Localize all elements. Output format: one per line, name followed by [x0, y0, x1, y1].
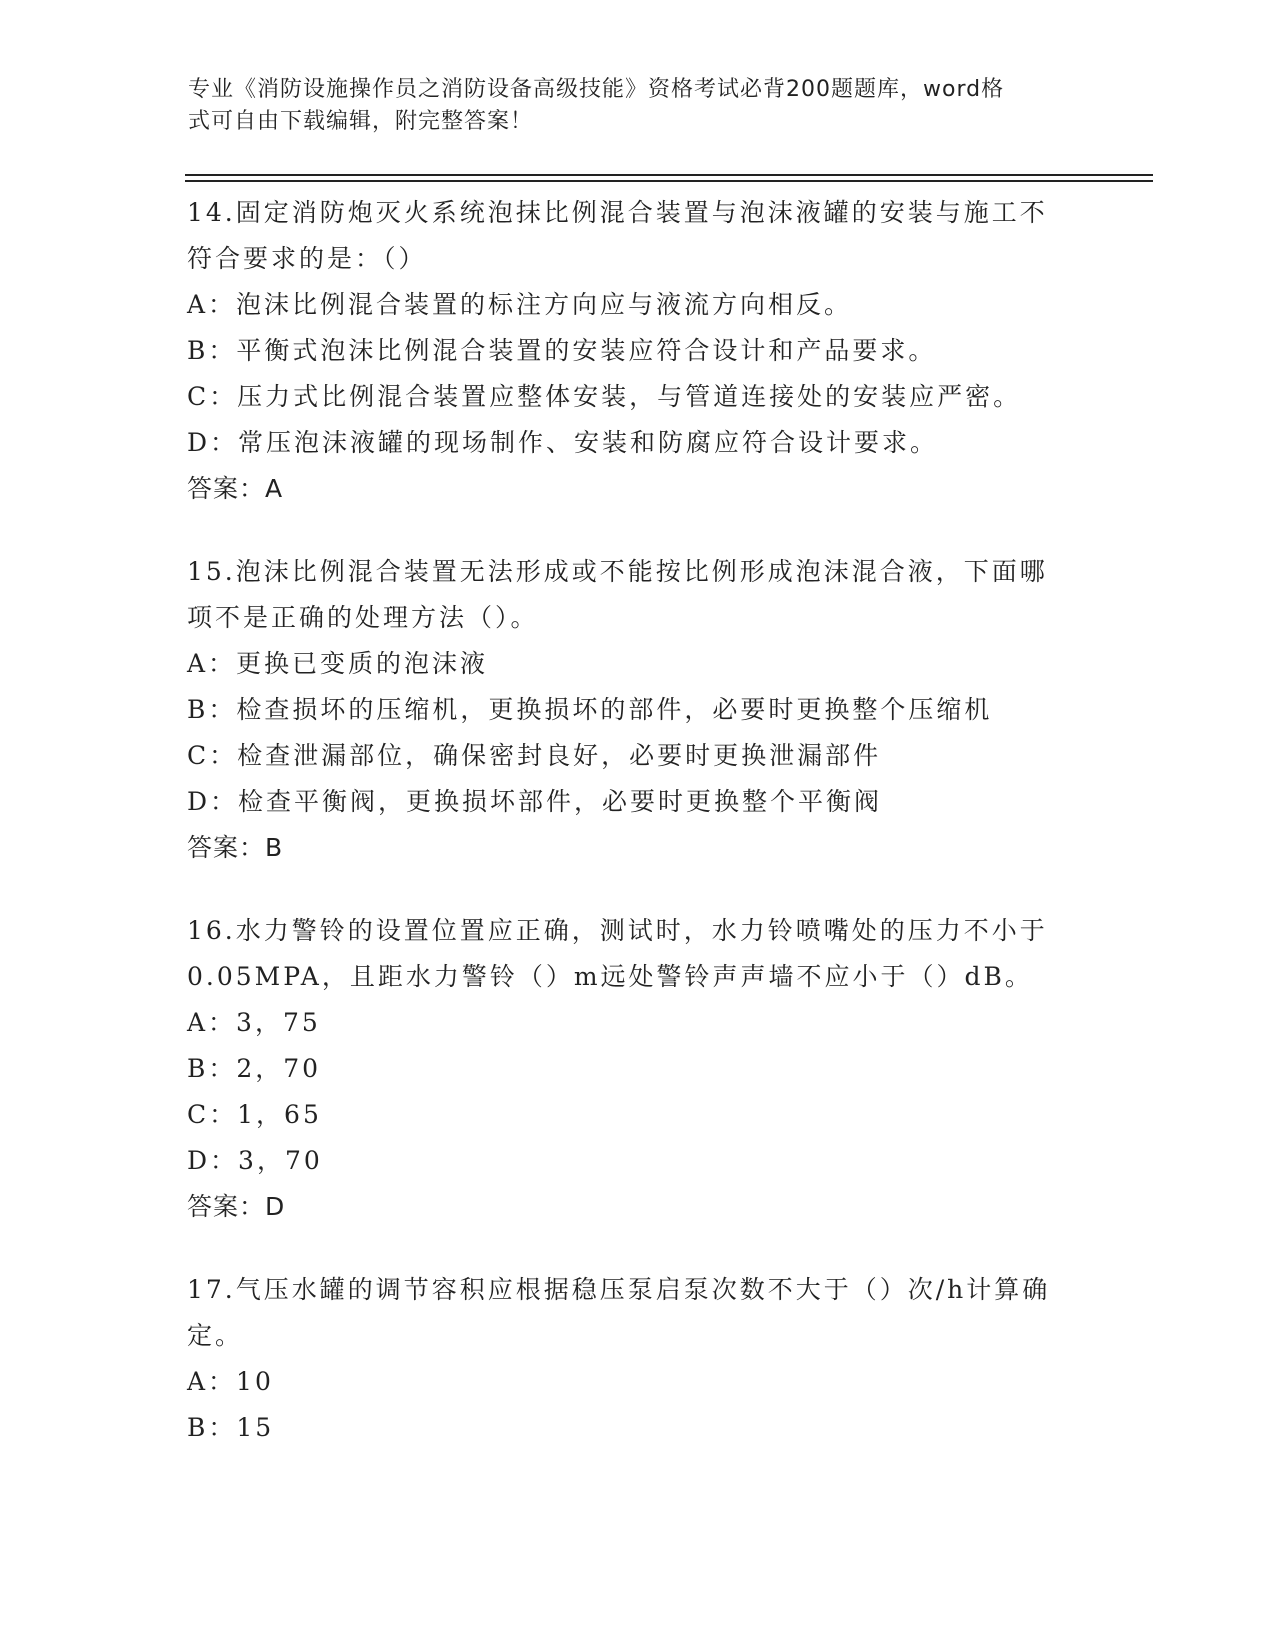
- option-b: B：15: [187, 1413, 275, 1442]
- question-stem-line: 14.固定消防炮灭火系统泡抹比例混合装置与泡沫液罐的安装与施工不: [187, 198, 1048, 227]
- option-c: C：检查泄漏部位，确保密封良好，必要时更换泄漏部件: [187, 741, 882, 770]
- option-c: C：压力式比例混合装置应整体安装，与管道连接处的安装应严密。: [187, 382, 1022, 411]
- question-stem-line: 0.05MPA，且距水力警铃（）m远处警铃声声墙不应小于（）dB。: [187, 962, 1033, 991]
- option-b: B：检查损坏的压缩机，更换损坏的部件，必要时更换整个压缩机: [187, 695, 993, 724]
- question-16: [187, 908, 1087, 1230]
- option-c: C：1，65: [187, 1100, 322, 1129]
- answer-line: 答案：A: [187, 474, 284, 503]
- document-header: [188, 74, 1068, 138]
- option-d: D：检查平衡阀，更换损坏部件，必要时更换整个平衡阀: [187, 787, 883, 816]
- question-stem-line: 17.气压水罐的调节容积应根据稳压泵启泵次数不大于（）次/h计算确: [187, 1275, 1051, 1304]
- header-divider-bottom: [185, 180, 1153, 182]
- option-b: B：2，70: [187, 1054, 322, 1083]
- question-stem-line: 15.泡沫比例混合装置无法形成或不能按比例形成泡沫混合液，下面哪: [187, 557, 1048, 586]
- header-line-2: 式可自由下载编辑，附完整答案！: [188, 109, 534, 134]
- question-14: [187, 190, 1087, 512]
- question-17: [187, 1267, 1087, 1451]
- option-d: D：3，70: [187, 1146, 323, 1175]
- question-stem-line: 项不是正确的处理方法（）。: [187, 603, 539, 632]
- option-b: B：平衡式泡沫比例混合装置的安装应符合设计和产品要求。: [187, 336, 937, 365]
- question-list: [187, 190, 1087, 1488]
- question-15: [187, 549, 1087, 871]
- answer-line: 答案：B: [187, 833, 284, 862]
- question-stem-line: 符合要求的是：（）: [187, 244, 427, 273]
- option-a: A：更换已变质的泡沫液: [187, 649, 489, 678]
- question-stem-line: 16.水力警铃的设置位置应正确，测试时，水力铃喷嘴处的压力不小于: [187, 916, 1048, 945]
- header-divider-top: [185, 174, 1153, 176]
- option-a: A：泡沫比例混合装置的标注方向应与液流方向相反。: [187, 290, 853, 319]
- option-a: A：10: [187, 1367, 274, 1396]
- answer-line: 答案：D: [187, 1192, 286, 1221]
- header-line-1: 专业《消防设施操作员之消防设备高级技能》资格考试必背200题题库，word格: [188, 77, 1005, 102]
- option-d: D：常压泡沫液罐的现场制作、安装和防腐应符合设计要求。: [187, 428, 939, 457]
- option-a: A：3，75: [187, 1008, 321, 1037]
- question-stem-line: 定。: [187, 1321, 244, 1350]
